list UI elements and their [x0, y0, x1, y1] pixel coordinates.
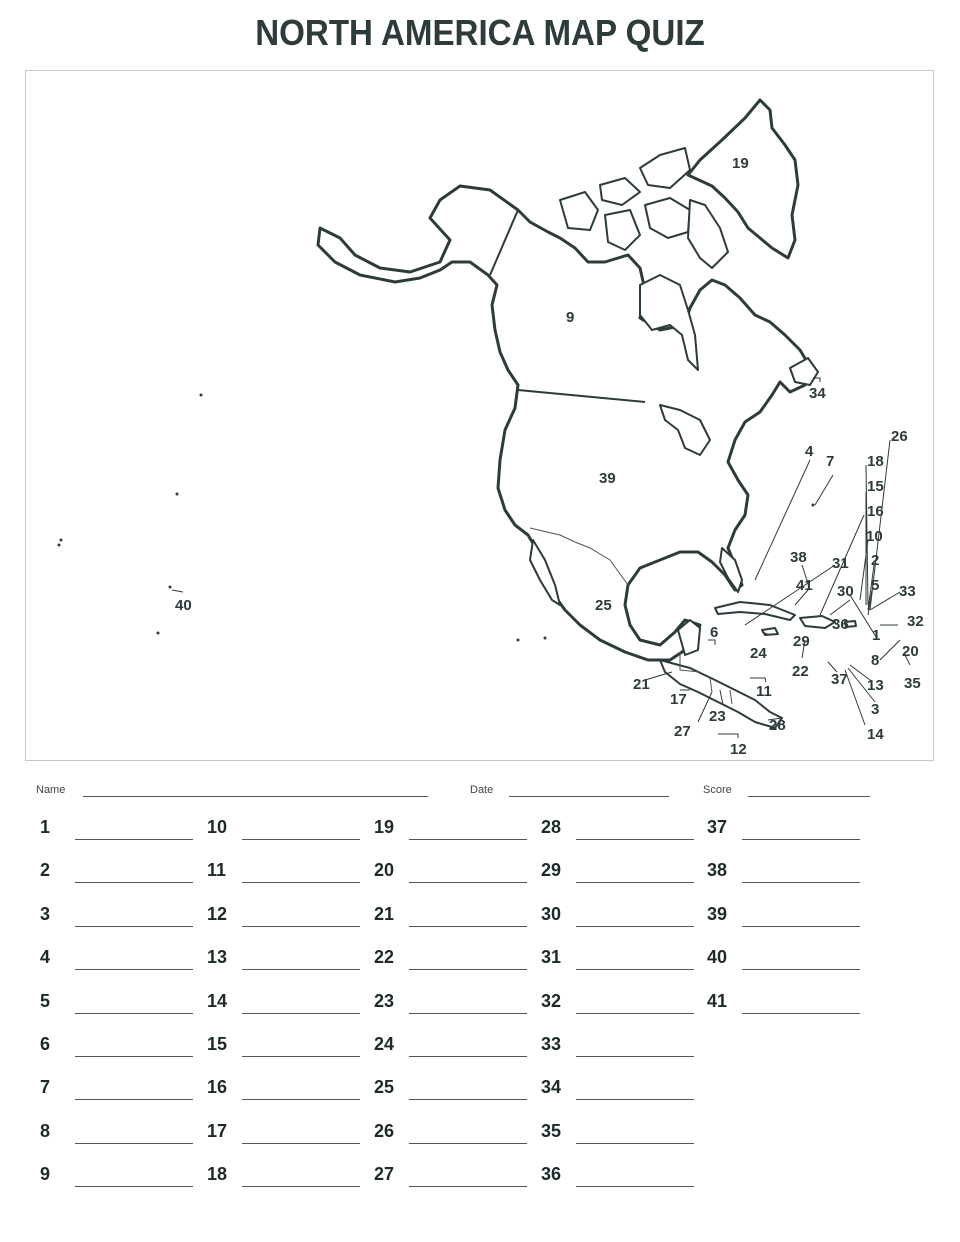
answer-number: 29	[541, 860, 562, 881]
answer-line[interactable]	[75, 969, 193, 970]
answer-number: 36	[541, 1164, 562, 1185]
arctic-island	[645, 198, 690, 238]
answer-row	[707, 945, 867, 988]
map-label-36: 36	[832, 616, 849, 633]
arctic-island	[605, 210, 640, 250]
answer-column-4	[541, 815, 701, 1206]
island-dot	[58, 544, 61, 547]
answer-number: 31	[541, 947, 562, 968]
map-label-15: 15	[867, 478, 884, 495]
answer-row	[374, 1162, 534, 1205]
answer-row	[374, 858, 534, 901]
answer-row	[707, 858, 867, 901]
answer-line[interactable]	[242, 969, 360, 970]
answer-number: 24	[374, 1033, 395, 1054]
answer-line[interactable]	[75, 1186, 193, 1187]
map-label-14: 14	[867, 726, 884, 743]
answer-line[interactable]	[576, 1186, 694, 1187]
answer-row	[374, 815, 534, 858]
island-dot	[169, 586, 172, 589]
answer-line[interactable]	[409, 969, 527, 970]
answer-number: 40	[707, 947, 728, 968]
arctic-island	[600, 178, 640, 205]
map-label-11: 11	[756, 683, 772, 700]
answer-line[interactable]	[742, 839, 860, 840]
answer-line[interactable]	[409, 1186, 527, 1187]
answer-line[interactable]	[409, 882, 527, 883]
answer-line[interactable]	[409, 1099, 527, 1100]
answer-row	[207, 858, 367, 901]
map-label-37: 37	[831, 671, 848, 688]
map-label-28: 28	[769, 717, 786, 734]
answer-line[interactable]	[75, 1099, 193, 1100]
answer-line[interactable]	[242, 1186, 360, 1187]
answer-number: 38	[707, 860, 728, 881]
answer-number: 34	[541, 1077, 562, 1098]
answer-number: 18	[207, 1164, 228, 1185]
answer-row	[707, 902, 867, 945]
answer-number: 15	[207, 1033, 228, 1054]
answer-line[interactable]	[576, 969, 694, 970]
map-label-34: 34	[809, 385, 826, 402]
date-field[interactable]	[509, 796, 669, 797]
map-label-5: 5	[871, 577, 880, 594]
answer-row	[374, 1032, 534, 1075]
answer-line[interactable]	[409, 1143, 527, 1144]
answer-line[interactable]	[242, 1013, 360, 1014]
map-label-7: 7	[826, 453, 835, 470]
map-label-40: 40	[175, 597, 192, 614]
answer-row	[40, 945, 200, 988]
page-title: NORTH AMERICA MAP QUIZ	[255, 12, 705, 53]
answer-line[interactable]	[242, 839, 360, 840]
answer-number: 39	[707, 903, 728, 924]
answer-number: 25	[374, 1077, 395, 1098]
map-label-13: 13	[867, 677, 884, 694]
answer-line[interactable]	[409, 1013, 527, 1014]
answer-line[interactable]	[742, 969, 860, 970]
map-label-20: 20	[902, 643, 919, 660]
answer-row	[40, 989, 200, 1032]
map-label-4: 4	[805, 443, 814, 460]
answer-row	[541, 1119, 701, 1162]
answer-number: 22	[374, 947, 395, 968]
answer-row	[40, 1075, 200, 1118]
baffin-island	[688, 200, 728, 268]
island-dot	[176, 493, 179, 496]
map-label-30: 30	[837, 583, 854, 600]
map-label-2: 2	[871, 552, 880, 569]
answer-line[interactable]	[242, 1056, 360, 1057]
answer-line[interactable]	[742, 926, 860, 927]
map-label-41: 41	[796, 577, 813, 594]
answer-number: 13	[207, 947, 228, 968]
answer-number: 17	[207, 1120, 228, 1141]
answer-row	[207, 902, 367, 945]
answer-number: 12	[207, 903, 228, 924]
answer-line[interactable]	[75, 1143, 193, 1144]
answer-line[interactable]	[409, 1056, 527, 1057]
answer-row	[207, 815, 367, 858]
answer-number: 19	[374, 817, 395, 837]
answer-number: 37	[707, 817, 728, 837]
answer-row	[40, 858, 200, 901]
answer-line[interactable]	[742, 1013, 860, 1014]
map-label-35: 35	[904, 675, 921, 692]
answer-row	[374, 1119, 534, 1162]
island-dot	[157, 632, 160, 635]
answer-number: 5	[40, 990, 51, 1011]
answer-column-5	[707, 815, 867, 1032]
answer-line[interactable]	[242, 882, 360, 883]
answer-line[interactable]	[576, 839, 694, 840]
answer-line[interactable]	[242, 1099, 360, 1100]
answer-number: 41	[707, 990, 728, 1011]
answer-number: 1	[40, 817, 51, 837]
answer-number: 8	[40, 1120, 51, 1141]
map-label-29: 29	[793, 633, 810, 650]
answer-row	[207, 1119, 367, 1162]
answer-line[interactable]	[576, 1013, 694, 1014]
answer-column-1	[40, 815, 200, 1206]
jamaica	[762, 628, 778, 635]
map-label-8: 8	[871, 652, 880, 669]
answer-line[interactable]	[576, 882, 694, 883]
map-label-19: 19	[732, 155, 749, 172]
answer-number: 23	[374, 990, 395, 1011]
score-label: Score	[703, 784, 732, 796]
map-label-12: 12	[730, 741, 747, 758]
map-label-25: 25	[595, 597, 612, 614]
arctic-island	[640, 148, 690, 188]
map-label-3: 3	[871, 701, 880, 718]
map-label-24: 24	[750, 645, 767, 662]
answer-number: 26	[374, 1120, 395, 1141]
map-label-21: 21	[633, 676, 650, 693]
answer-column-2	[207, 815, 367, 1206]
map-label-26: 26	[891, 428, 908, 445]
answer-row	[207, 945, 367, 988]
name-label: Name	[36, 784, 66, 796]
hispaniola	[800, 616, 835, 628]
answer-row	[541, 945, 701, 988]
answer-line[interactable]	[242, 926, 360, 927]
answer-line[interactable]	[242, 1143, 360, 1144]
answer-row	[707, 989, 867, 1032]
map-label-32: 32	[907, 613, 924, 630]
answer-number: 33	[541, 1033, 562, 1054]
island-dot	[517, 639, 520, 642]
answer-row	[40, 1119, 200, 1162]
answer-line[interactable]	[576, 1143, 694, 1144]
answer-number: 16	[207, 1077, 228, 1098]
answer-column-3	[374, 815, 534, 1206]
map-label-23: 23	[709, 708, 726, 725]
answer-row	[374, 989, 534, 1032]
map-label-10: 10	[866, 528, 883, 545]
map-label-38: 38	[790, 549, 807, 566]
answer-number: 30	[541, 903, 562, 924]
answer-number: 7	[40, 1077, 51, 1098]
cuba	[715, 602, 795, 620]
answer-row	[207, 1075, 367, 1118]
answer-number: 6	[40, 1033, 51, 1054]
answer-line[interactable]	[75, 1056, 193, 1057]
map-label-18: 18	[867, 453, 884, 470]
answer-number: 35	[541, 1120, 562, 1141]
answer-number: 32	[541, 990, 562, 1011]
map-label-16: 16	[867, 503, 884, 520]
map-label-17: 17	[670, 691, 687, 708]
answer-number: 27	[374, 1164, 395, 1185]
answer-number: 10	[207, 817, 228, 837]
island-dot	[60, 539, 63, 542]
answer-row	[541, 1075, 701, 1118]
answer-row	[541, 815, 701, 858]
answer-number: 11	[207, 860, 227, 881]
answer-row	[541, 989, 701, 1032]
answer-row	[374, 1075, 534, 1118]
answer-line[interactable]	[75, 839, 193, 840]
answer-line[interactable]	[409, 926, 527, 927]
arctic-island	[560, 192, 598, 230]
map-label-39: 39	[599, 470, 616, 487]
answer-row	[541, 902, 701, 945]
answer-line[interactable]	[75, 926, 193, 927]
map-label-9: 9	[566, 309, 575, 326]
answer-row	[207, 1032, 367, 1075]
answer-number: 21	[374, 903, 395, 924]
answer-number: 4	[40, 947, 51, 968]
answer-row	[40, 815, 200, 858]
map-label-22: 22	[792, 663, 809, 680]
answer-line[interactable]	[75, 882, 193, 883]
answer-row	[541, 858, 701, 901]
answer-row	[374, 902, 534, 945]
answer-line[interactable]	[576, 1056, 694, 1057]
date-label: Date	[470, 784, 494, 796]
answer-line[interactable]	[576, 926, 694, 927]
answer-row	[40, 902, 200, 945]
answer-row	[707, 815, 867, 858]
answer-line[interactable]	[742, 882, 860, 883]
answer-number: 14	[207, 990, 228, 1011]
answer-number: 20	[374, 860, 395, 881]
map-label-33: 33	[899, 583, 916, 600]
map-label-6: 6	[710, 624, 719, 641]
answer-row	[374, 945, 534, 988]
island-dot	[200, 394, 203, 397]
island-dot	[544, 637, 547, 640]
answer-row	[40, 1162, 200, 1205]
answer-row	[207, 989, 367, 1032]
name-field[interactable]	[83, 796, 428, 797]
map-label-31: 31	[832, 555, 849, 572]
answer-number: 3	[40, 903, 51, 924]
answer-line[interactable]	[409, 839, 527, 840]
answer-number: 9	[40, 1164, 51, 1185]
map-label-1: 1	[872, 627, 881, 644]
score-field[interactable]	[748, 796, 870, 797]
answer-line[interactable]	[576, 1099, 694, 1100]
answer-line[interactable]	[75, 1013, 193, 1014]
answer-row	[40, 1032, 200, 1075]
answer-row	[541, 1162, 701, 1205]
answer-row	[207, 1162, 367, 1205]
island-dot	[812, 504, 815, 507]
answer-number: 2	[40, 860, 51, 881]
answer-row	[541, 1032, 701, 1075]
answer-number: 28	[541, 817, 562, 837]
map-label-27: 27	[674, 723, 691, 740]
